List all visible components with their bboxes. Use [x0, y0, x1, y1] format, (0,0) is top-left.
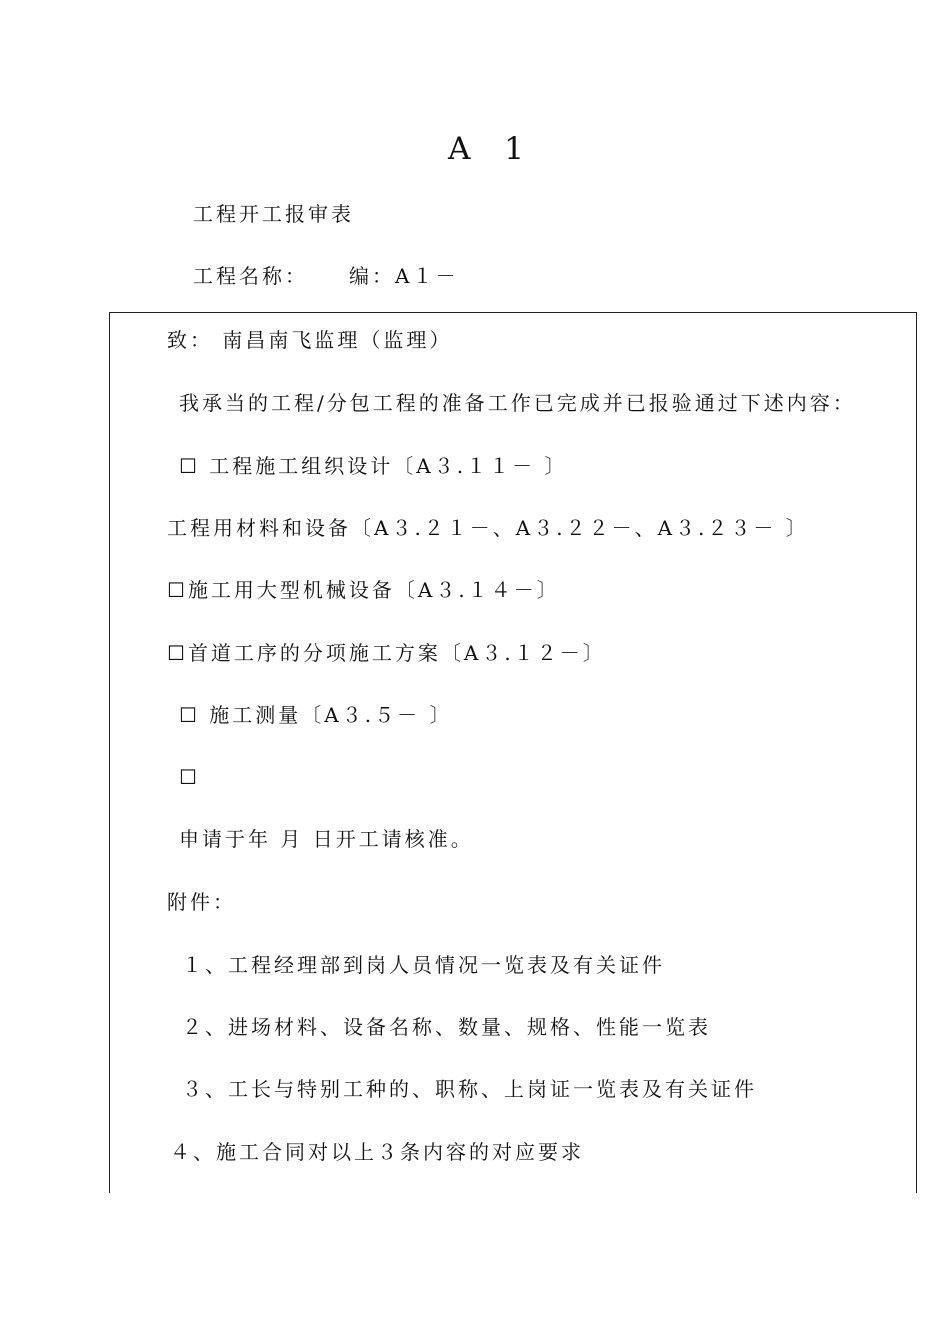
checklist-item-machinery — [167, 580, 560, 600]
addressee-line: 致： 南昌南飞监理（监理） — [167, 328, 453, 352]
checklist-item-construction-plan — [167, 643, 606, 663]
attachments-label: 附件： — [167, 890, 236, 914]
checklist-item-blank — [179, 767, 200, 787]
serial-number-label: 编：A１－ — [349, 264, 459, 288]
checkbox-icon[interactable]: ☐ — [167, 641, 188, 665]
checklist-item-label: 工程施工组织设计〔A３.１１－ 〕 — [199, 454, 568, 478]
attachment-item: ２、进场材料、设备名称、数量、规格、性能一览表 — [182, 1015, 711, 1039]
attachment-item: ４、施工合同对以上３条内容的对应要求 — [170, 1140, 584, 1164]
request-line: 申请于年 月 日开工请核准。 — [179, 827, 474, 851]
checklist-item-survey — [179, 705, 452, 725]
checklist-item-label: 施工测量〔A３.５－ 〕 — [199, 703, 453, 727]
checkbox-icon[interactable]: ☐ — [179, 765, 200, 789]
checklist-item-org-design — [179, 456, 567, 476]
form-box — [109, 312, 917, 1193]
document-title: A 1 — [448, 131, 536, 167]
checklist-item-materials — [167, 518, 809, 538]
project-name-label: 工程名称： — [193, 264, 308, 288]
checkbox-icon[interactable]: ☐ — [179, 454, 200, 478]
checklist-item-label: 首道工序的分项施工方案〔A３.１２－〕 — [187, 641, 606, 665]
attachment-item: １、工程经理部到岗人员情况一览表及有关证件 — [182, 953, 665, 977]
checklist-item-label: 工程用材料和设备〔A３.２１－、A３.２２－、A３.２３－ 〕 — [167, 516, 809, 540]
checklist-item-label: 施工用大型机械设备〔A３.１４－〕 — [187, 578, 560, 602]
form-name: 工程开工报审表 — [193, 202, 354, 226]
checkbox-icon[interactable]: ☐ — [179, 703, 200, 727]
checkbox-icon[interactable]: ☐ — [167, 578, 188, 602]
statement-line: 我承当的工程/分包工程的准备工作已完成并已报验通过下述内容： — [179, 391, 856, 415]
attachment-item: ３、工长与特别工种的、职称、上岗证一览表及有关证件 — [182, 1077, 757, 1101]
